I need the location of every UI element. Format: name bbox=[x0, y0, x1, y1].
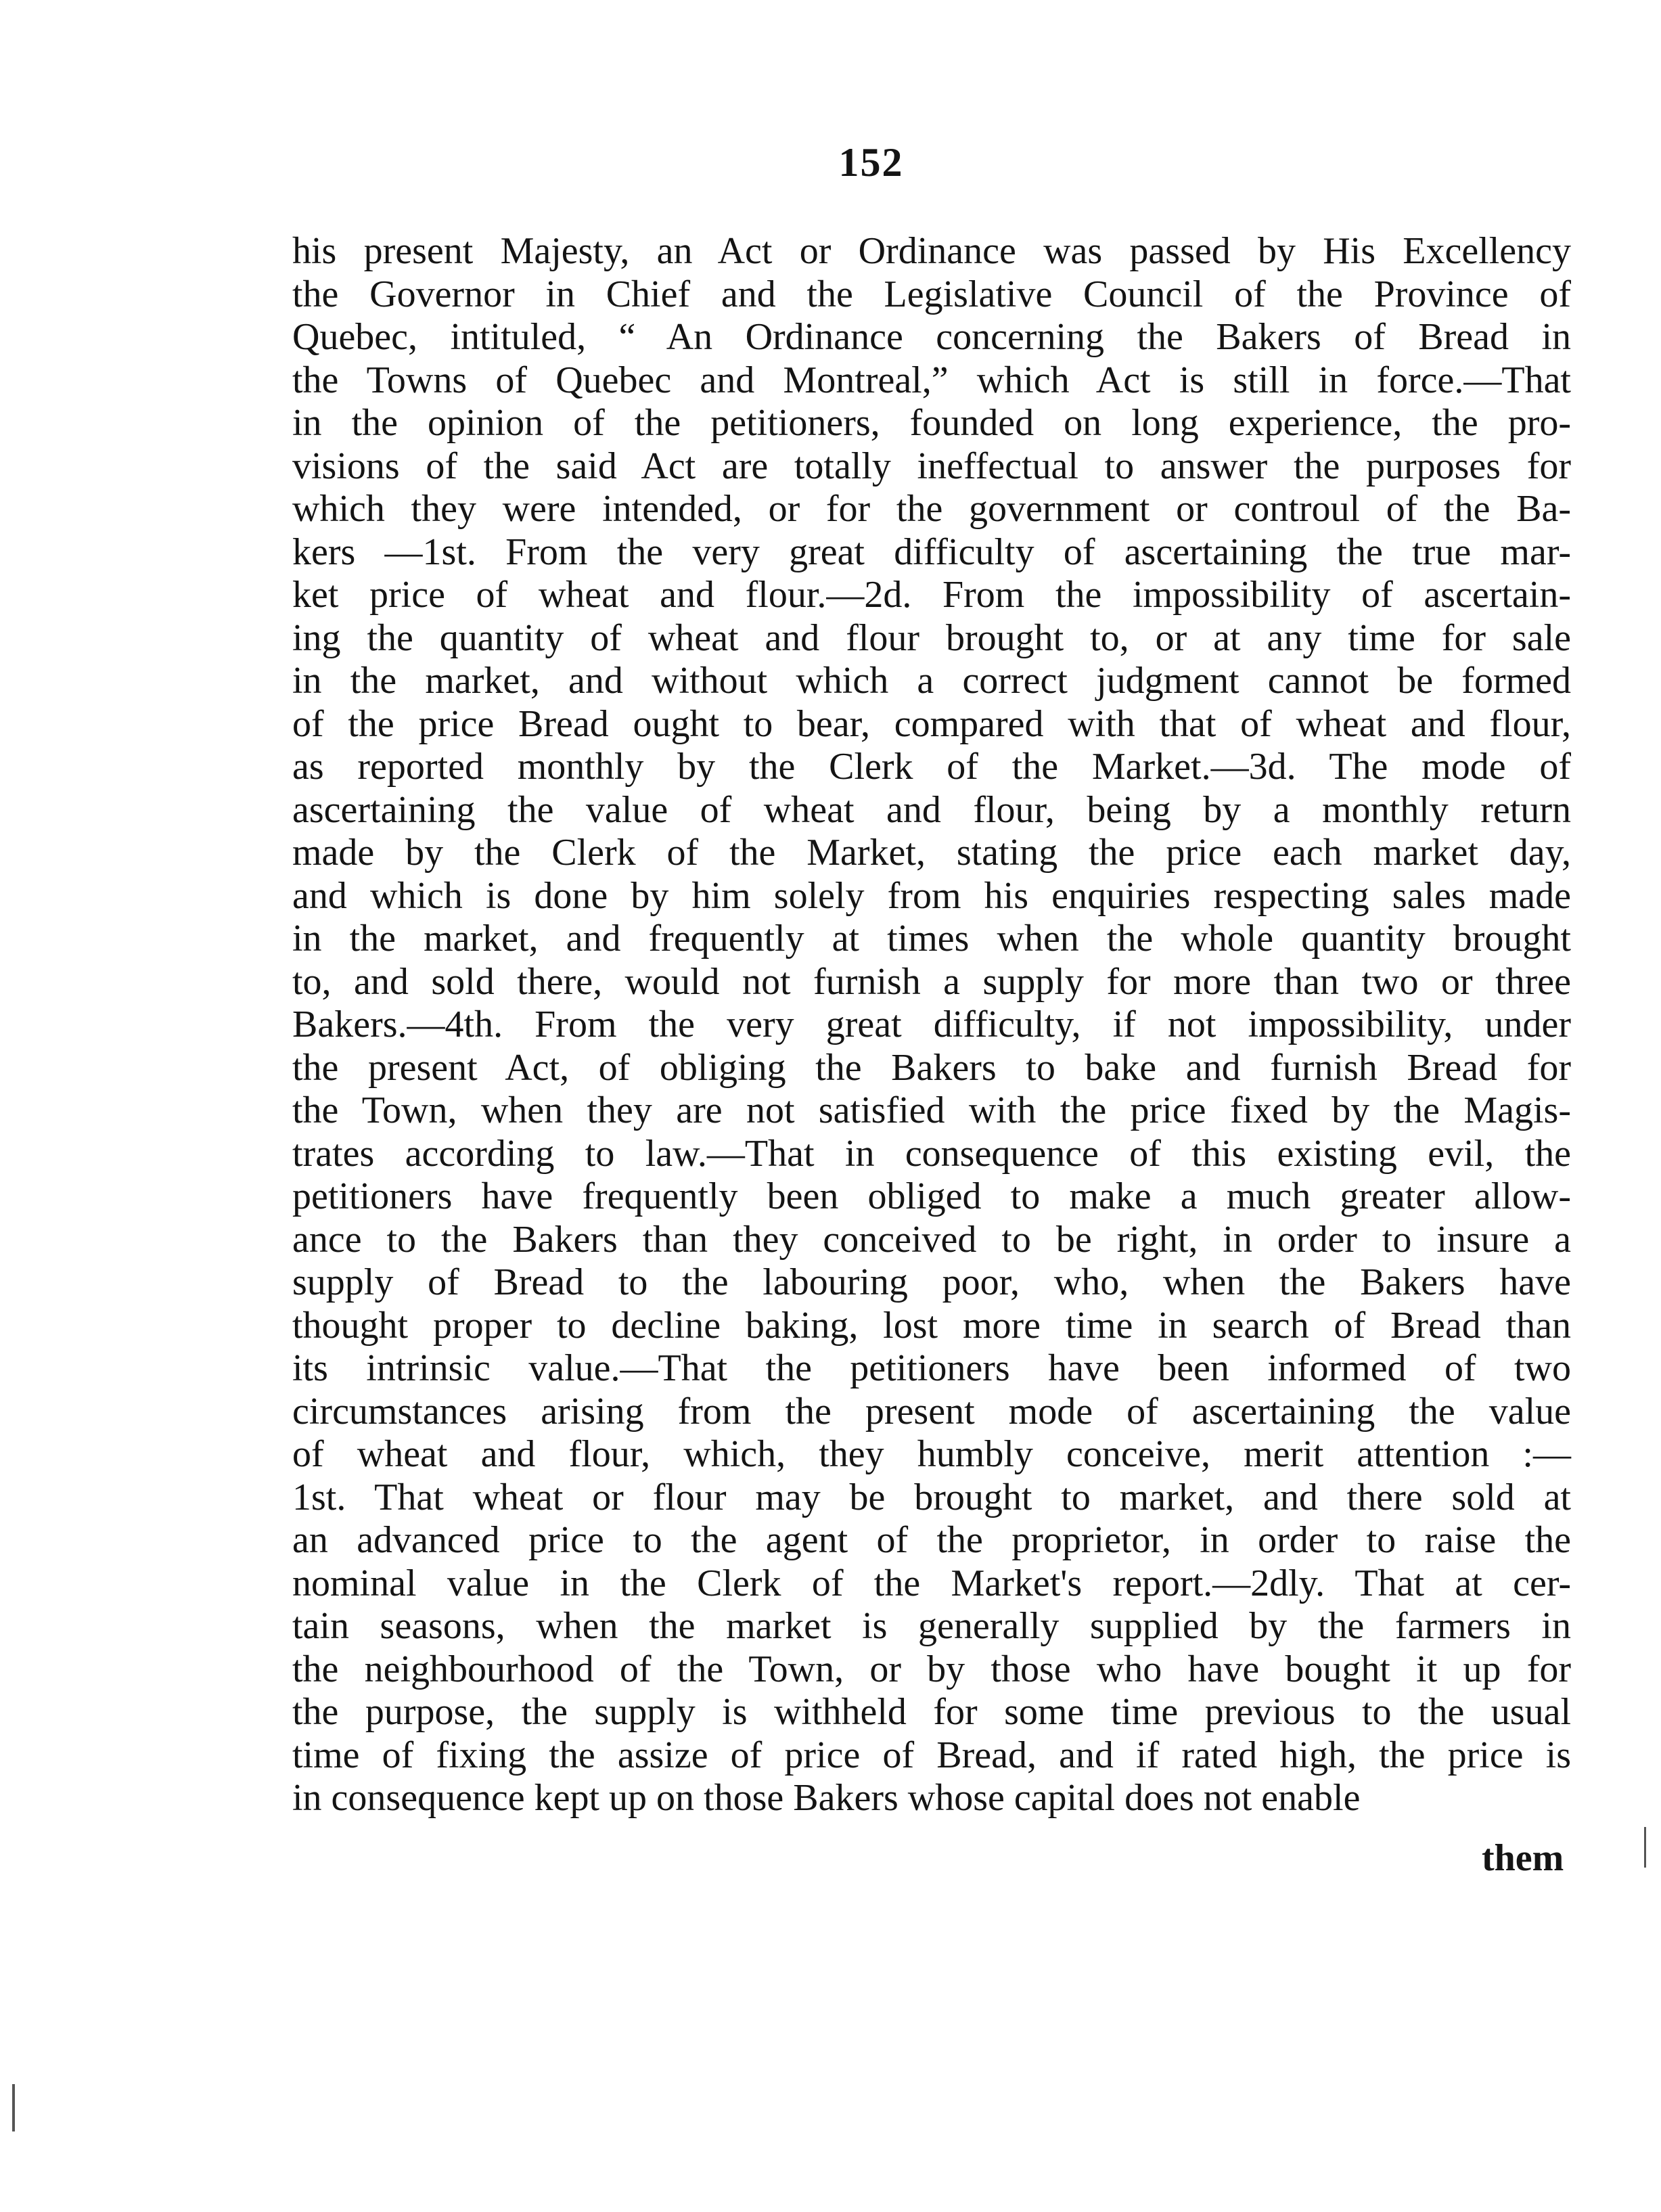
text-line: thought proper to decline baking, lost more time in search of Bread than bbox=[292, 1304, 1571, 1347]
text-line: tain seasons, when the market is generally supplied by the farmers in bbox=[292, 1605, 1571, 1647]
scan-edge-mark bbox=[12, 2084, 15, 2131]
text-line: ing the quantity of wheat and flour brought to, or at any time for sale bbox=[292, 616, 1571, 659]
text-line: kers —1st. From the very great difficulty of ascertaining the true mar- bbox=[292, 531, 1571, 573]
text-line: his present Majesty, an Act or Ordinance was passed by His Excellency bbox=[292, 230, 1571, 272]
text-line: nominal value in the Clerk of the Market's report.—2dly. That at cer- bbox=[292, 1562, 1571, 1604]
catchword: them bbox=[1482, 1837, 1564, 1879]
text-line: made by the Clerk of the Market, stating the price each market day, bbox=[292, 832, 1571, 874]
text-line: as reported monthly by the Clerk of the Market.—3d. The mode of bbox=[292, 746, 1571, 788]
text-line: trates according to law.—That in consequence of this existing evil, the bbox=[292, 1132, 1571, 1175]
text-line: visions of the said Act are totally ineffectual to answer the purposes for bbox=[292, 445, 1571, 487]
body-text bbox=[292, 230, 1571, 1820]
text-line: 1st. That wheat or flour may be brought to market, and there sold at bbox=[292, 1476, 1571, 1518]
text-line: in the market, and frequently at times when the whole quantity brought bbox=[292, 918, 1571, 960]
text-line: the Towns of Quebec and Montreal,” which Act is still in force.—That bbox=[292, 359, 1571, 401]
text-line: the present Act, of obliging the Bakers to bake and furnish Bread for bbox=[292, 1046, 1571, 1089]
text-line: ket price of wheat and flour.—2d. From the impossibility of ascertain- bbox=[292, 574, 1571, 616]
text-line: which they were intended, or for the government or controul of the Ba- bbox=[292, 488, 1571, 530]
text-line: in the opinion of the petitioners, founded on long experience, the pro- bbox=[292, 402, 1571, 444]
text-line: Quebec, intituled, “ An Ordinance concerning the Bakers of Bread in bbox=[292, 316, 1571, 358]
text-line: of the price Bread ought to bear, compared with that of wheat and flour, bbox=[292, 702, 1571, 745]
text-line: of wheat and flour, which, they humbly conceive, merit attention :— bbox=[292, 1433, 1571, 1475]
text-line: the neighbourhood of the Town, or by those who have bought it up for bbox=[292, 1648, 1571, 1690]
text-line: ascertaining the value of wheat and flour, being by a monthly return bbox=[292, 788, 1571, 831]
text-line: the purpose, the supply is withheld for some time previous to the usual bbox=[292, 1691, 1571, 1733]
page-number: 152 bbox=[838, 140, 904, 185]
text-line: an advanced price to the agent of the proprietor, in order to raise the bbox=[292, 1519, 1571, 1561]
text-line: petitioners have frequently been obliged to make a much greater allow- bbox=[292, 1175, 1571, 1217]
text-line: circumstances arising from the present mode of ascertaining the value bbox=[292, 1390, 1571, 1432]
text-line: to, and sold there, would not furnish a supply for more than two or three bbox=[292, 960, 1571, 1003]
text-line: the Governor in Chief and the Legislative Council of the Province of bbox=[292, 273, 1571, 315]
text-line: in consequence kept up on those Bakers whose capital does not enable bbox=[292, 1777, 1361, 1819]
text-line: and which is done by him solely from his enquiries respecting sales made bbox=[292, 874, 1571, 917]
text-line: the Town, when they are not satisfied with the price fixed by the Magis- bbox=[292, 1089, 1571, 1131]
text-line: time of fixing the assize of price of Bread, and if rated high, the price is bbox=[292, 1734, 1571, 1776]
text-line: ance to the Bakers than they conceived to be right, in order to insure a bbox=[292, 1218, 1571, 1261]
scan-edge-mark bbox=[1644, 1827, 1646, 1868]
text-line: its intrinsic value.—That the petitioners have been informed of two bbox=[292, 1347, 1571, 1389]
text-line: supply of Bread to the labouring poor, who, when the Bakers have bbox=[292, 1261, 1571, 1303]
text-line: Bakers.—4th. From the very great difficulty, if not impossibility, under bbox=[292, 1003, 1571, 1045]
text-line: in the market, and without which a correct judgment cannot be formed bbox=[292, 660, 1571, 702]
